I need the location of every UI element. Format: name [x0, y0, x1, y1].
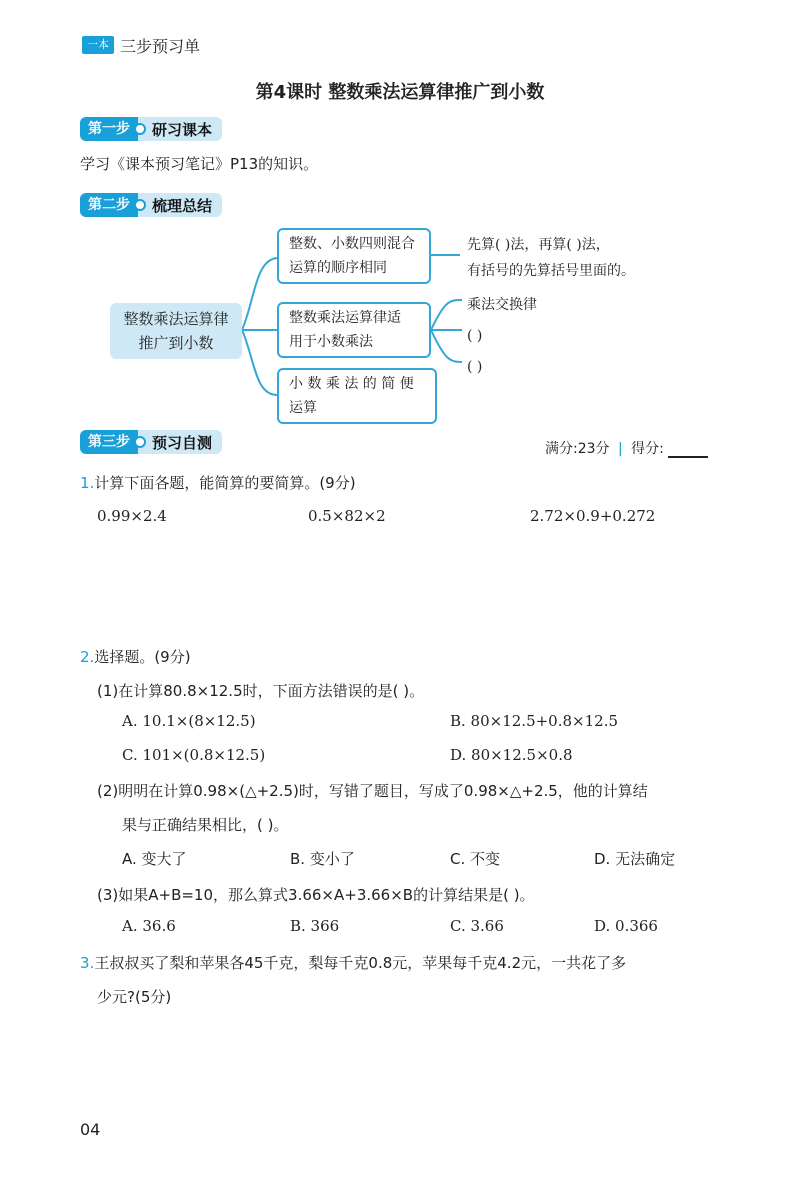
center-line2: 推广到小数: [138, 334, 214, 352]
step2-number: 第二步: [80, 193, 138, 217]
branch3-line1: 小 数 乘 法 的 简 便: [289, 376, 414, 392]
branch2-line1: 整数乘法运算律适: [289, 310, 401, 326]
branch2-line2: 用于小数乘法: [289, 334, 373, 350]
q1-title: [80, 472, 356, 493]
step3-tag: [80, 430, 222, 454]
series-title: 三步预习单: [120, 37, 201, 56]
q2-title: [80, 646, 191, 667]
q2-sub3-stem: (3)如果A+B=10，那么算式3.66×A+3.66×B的计算结果是( )。: [97, 886, 535, 904]
q2-sub2-stem-line2: 果与正确结果相比，( )。: [122, 816, 289, 834]
q2-number: 2.: [80, 648, 95, 666]
series-logo: 一本: [82, 36, 114, 54]
branch1-line2: 运算的顺序相同: [289, 260, 387, 276]
note-laws: [467, 290, 537, 383]
q1-item: 0.99×2.4: [97, 507, 167, 525]
score-divider: |: [617, 441, 623, 457]
q1-item: 2.72×0.9+0.272: [530, 507, 656, 525]
q2-text: 选择题。(9分): [94, 648, 191, 666]
score-area: [545, 438, 708, 458]
branch3-line2: 运算: [289, 400, 317, 416]
option-d[interactable]: D. 80×12.5×0.8: [450, 746, 573, 764]
page-number: 04: [80, 1120, 101, 1139]
lesson-title: 第4课时 整数乘法运算律推广到小数: [255, 82, 545, 103]
score-blank[interactable]: [668, 442, 708, 458]
q1-number: 1.: [80, 474, 95, 492]
option-a[interactable]: A. 36.6: [122, 917, 176, 935]
note2-line1: 乘法交换律: [467, 297, 537, 313]
branch-laws: [277, 302, 431, 358]
step1-text: 学习《课本预习笔记》P13的知识。: [80, 155, 319, 173]
score-label: 得分:: [631, 441, 664, 457]
mindmap-center: [110, 303, 242, 359]
full-score: 满分:23分: [545, 441, 610, 457]
q3-title: [80, 952, 626, 973]
note-order: [467, 232, 635, 284]
option-b[interactable]: B. 366: [290, 917, 340, 935]
option-c[interactable]: C. 101×(0.8×12.5): [122, 746, 266, 764]
step-dot-icon: [134, 436, 146, 448]
option-b[interactable]: B. 80×12.5+0.8×12.5: [450, 712, 619, 730]
option-c[interactable]: C. 3.66: [450, 917, 504, 935]
option-d[interactable]: D. 0.366: [594, 917, 658, 935]
note2-line2: ( ): [467, 328, 483, 344]
q1-text: 计算下面各题，能简算的要简算。(9分): [94, 474, 356, 492]
step1-label: 研习课本: [152, 120, 213, 139]
q1-item: 0.5×82×2: [308, 507, 386, 525]
option-a[interactable]: A. 10.1×(8×12.5): [122, 712, 256, 730]
step-dot-icon: [134, 123, 146, 135]
q2-sub2-stem-line1: (2)明明在计算0.98×(△+2.5)时，写错了题目，写成了0.98×△+2.5，他的计算结: [97, 782, 648, 800]
note1-line2: 有括号的先算括号里面的。: [467, 263, 635, 279]
note2-line3: ( ): [467, 359, 483, 375]
q2-sub1-stem: (1)在计算80.8×12.5时，下面方法错误的是( )。: [97, 682, 425, 700]
step1-number: 第一步: [80, 117, 138, 141]
note1-line1: 先算( )法，再算( )法，: [467, 237, 610, 253]
option-d[interactable]: D. 无法确定: [594, 850, 676, 868]
q3-text-line1: 王叔叔买了梨和苹果各45千克，梨每千克0.8元，苹果每千克4.2元，一共花了多: [94, 954, 627, 972]
option-c[interactable]: C. 不变: [450, 850, 501, 868]
q3-text-line2: 少元?(5分): [97, 988, 172, 1006]
step2-label: 梳理总结: [152, 196, 213, 215]
branch-order: [277, 228, 431, 284]
q3-number: 3.: [80, 954, 95, 972]
branch-simplify: [277, 368, 437, 424]
step3-number: 第三步: [80, 430, 138, 454]
center-line1: 整数乘法运算律: [123, 310, 229, 328]
step-dot-icon: [134, 199, 146, 211]
step3-label: 预习自测: [152, 433, 213, 452]
option-b[interactable]: B. 变小了: [290, 850, 355, 868]
branch1-line1: 整数、小数四则混合: [289, 236, 415, 252]
option-a[interactable]: A. 变大了: [122, 850, 187, 868]
